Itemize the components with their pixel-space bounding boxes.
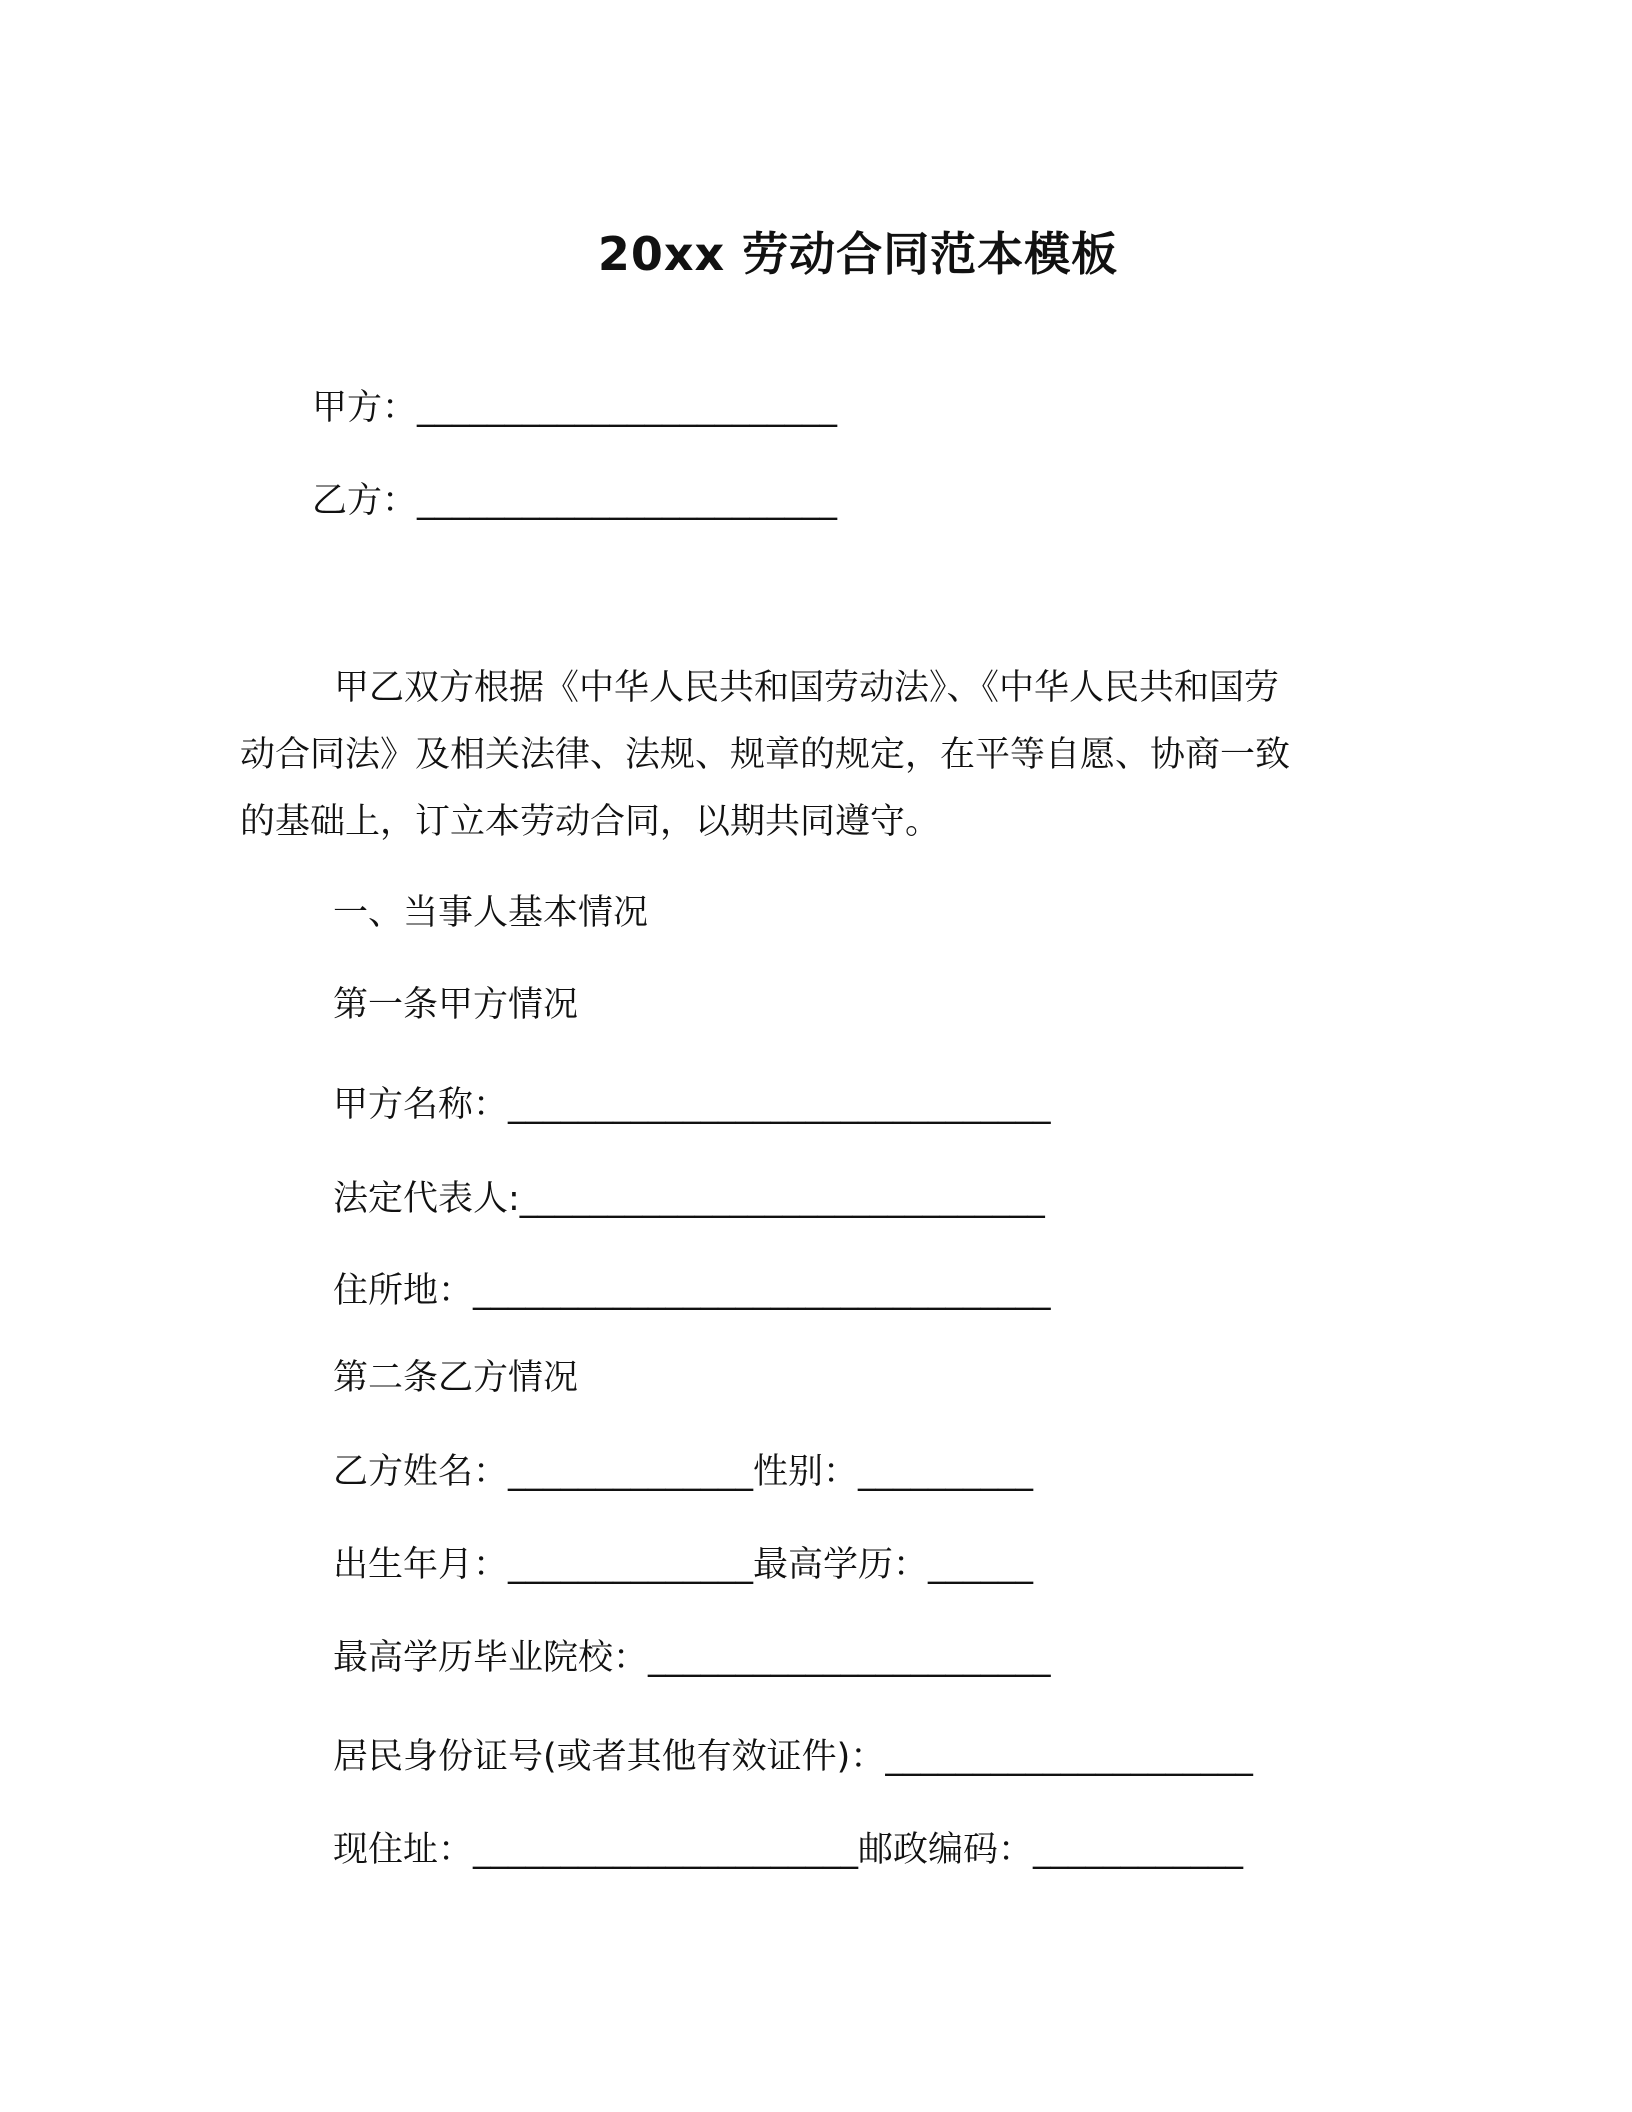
gender-blank: __________ [858,1452,1034,1492]
school-blank: _______________________ [648,1638,1051,1678]
party-b-line [312,476,837,526]
party-a-line [312,383,837,433]
education-blank: ______ [928,1545,1034,1585]
preamble-line-2: 动合同法》及相关法律、法规、规章的规定，在平等自愿、协商一致 [240,735,1291,775]
school-line [333,1633,1051,1683]
id-number-line [333,1732,1253,1782]
address-label: 住所地： [333,1271,474,1311]
address-blank: _________________________________ [473,1271,1051,1311]
section-1-heading: 一、当事人基本情况 [333,893,649,933]
id-number-label: 居民身份证号(或者其他有效证件)： [333,1737,886,1777]
postal-code-label: 邮政编码： [858,1830,1034,1870]
preamble-line-1: 甲乙双方根据《中华人民共和国劳动法》、《中华人民共和国劳 [334,668,1280,708]
employer-name-label: 甲方名称： [333,1085,509,1125]
gender-label: 性别： [753,1452,859,1492]
legal-rep-label: 法定代表人: [333,1179,520,1219]
employee-name-gender-line [333,1447,1033,1497]
party-b-blank: ________________________ [417,481,838,521]
current-address-line [333,1825,1243,1875]
party-a-label: 甲方： [312,388,418,428]
legal-rep-blank: ______________________________ [519,1179,1045,1219]
current-address-label: 现住址： [333,1830,474,1870]
id-number-blank: _____________________ [885,1737,1253,1777]
employee-name-blank: ______________ [508,1452,754,1492]
employee-name-label: 乙方姓名： [333,1452,509,1492]
address-line [333,1266,1051,1316]
party-a-blank: ________________________ [417,388,838,428]
preamble-line-3: 的基础上，订立本劳动合同，以期共同遵守。 [240,802,941,842]
article-2-heading: 第二条乙方情况 [333,1358,579,1398]
employer-name-blank: _______________________________ [508,1085,1051,1125]
legal-rep-line [333,1174,1045,1224]
current-address-blank: ______________________ [473,1830,859,1870]
article-1-heading: 第一条甲方情况 [333,985,579,1025]
school-label: 最高学历毕业院校： [333,1638,649,1678]
birth-date-label: 出生年月： [333,1545,509,1585]
birth-date-blank: ______________ [508,1545,754,1585]
preamble-paragraph [240,655,1380,856]
birth-education-line [333,1540,1033,1590]
party-b-label: 乙方： [312,481,418,521]
postal-code-blank: ____________ [1033,1830,1244,1870]
employer-name-line [333,1080,1051,1130]
education-label: 最高学历： [753,1545,929,1585]
document-title: 20xx 劳动合同范本模板 [597,227,1119,281]
